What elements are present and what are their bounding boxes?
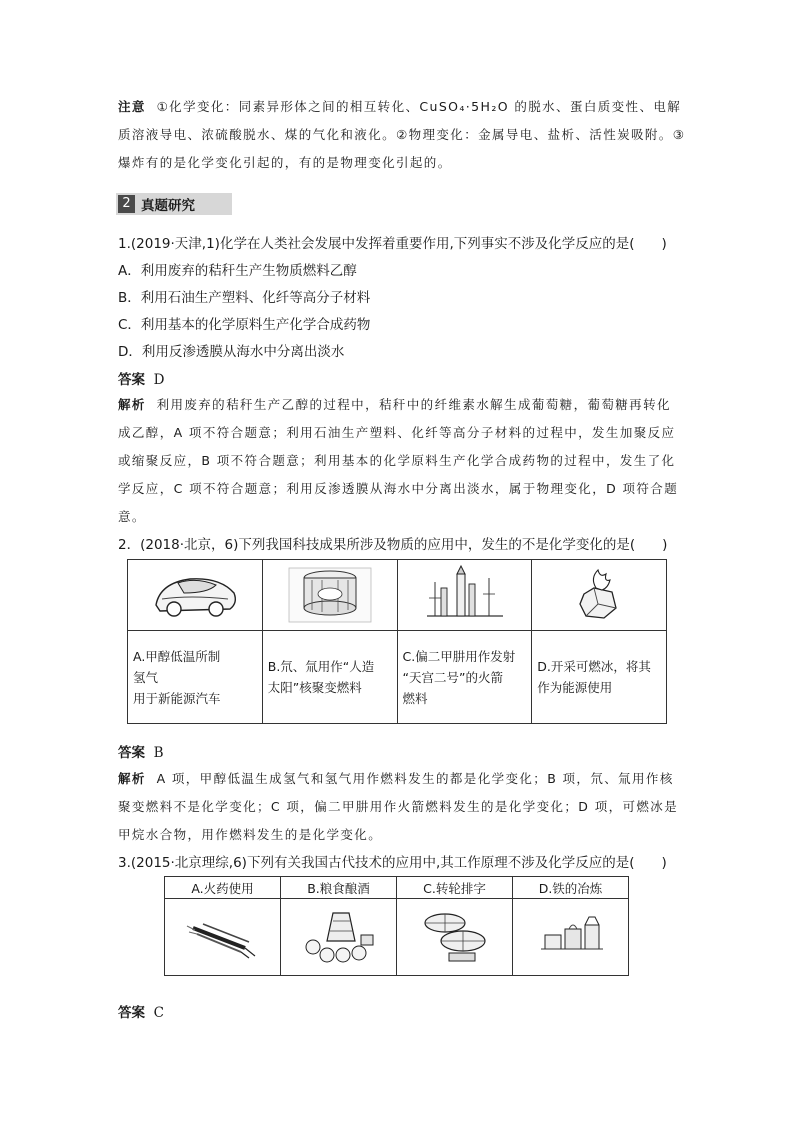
- q2-image-rocket: [397, 560, 532, 631]
- q1-analysis-line-5: 意。: [118, 509, 146, 524]
- tokamak-illustration: [285, 564, 375, 626]
- q2-image-tokamak: [262, 560, 397, 631]
- iron-smelting-illustration: [531, 907, 611, 967]
- q2-caption-a-line-1: A.甲醇低温所制: [133, 648, 221, 664]
- q3-header-c: C.转轮排字: [397, 877, 513, 899]
- gunpowder-rocket-illustration: [183, 912, 263, 962]
- q3-header-a: A.火药使用: [165, 877, 281, 899]
- car-illustration: [150, 569, 240, 621]
- q2-caption-c: [397, 631, 532, 724]
- q2-caption-d: [532, 631, 667, 724]
- section-title: 真题研究: [141, 198, 195, 214]
- rotary-typesetting-illustration: [415, 907, 495, 967]
- q2-caption-b: [262, 631, 397, 724]
- q2-caption-a-line-3: 用于新能源汽车: [133, 690, 221, 706]
- q2-caption-b-line-2: 太阳”核聚变燃料: [267, 680, 362, 695]
- q1-answer-label: 答案: [118, 372, 145, 388]
- q2-answer: [118, 741, 164, 761]
- q1-option-d: D．利用反渗透膜从海水中分离出淡水: [118, 344, 345, 360]
- q1-option-a: A．利用废弃的秸秆生产生物质燃料乙醇: [118, 263, 357, 279]
- q2-analysis-text-1: A 项，甲醇低温生成氢气和氢气用作燃料发生的都是化学变化；B 项，氘、氚用作核: [156, 771, 674, 786]
- q2-analysis-label: 解析: [118, 771, 146, 786]
- q2-analysis-line-2: 聚变燃料不是化学变化；C 项，偏二甲肼用作火箭燃料发生的是化学变化；D 项，可燃冰是: [118, 799, 679, 814]
- q2-caption-a: [128, 631, 263, 724]
- section-number: 2: [118, 195, 135, 213]
- q1-analysis-text-1: 利用废弃的秸秆生产乙醇的过程中，秸秆中的纤维素水解生成葡萄糖，葡萄糖再转化: [156, 397, 671, 412]
- rocket-launch-illustration: [419, 564, 509, 626]
- q2-caption-c-line-3: 燃料: [402, 690, 428, 706]
- q2-analysis-line-3: 甲烷水合物，用作燃料发生的是化学变化。: [118, 827, 383, 842]
- q1-answer-value: D: [153, 372, 165, 388]
- q3-answer: [118, 1001, 164, 1021]
- q2-stem: 2．(2018·北京，6)下列我国科技成果所涉及物质的应用中，发生的不是化学变化的是( ): [118, 537, 668, 553]
- q2-table: [127, 559, 667, 724]
- q1-analysis-line-3: 或缩聚反应，B 项不符合题意；利用基本的化学原料生产化学合成药物的过程中，发生了化: [118, 453, 676, 468]
- q3-image-smelting: [513, 899, 629, 976]
- q3-answer-label: 答案: [118, 1005, 145, 1021]
- q3-image-typesetting: [397, 899, 513, 976]
- q2-caption-a-line-2: 氢气: [133, 669, 159, 685]
- q3-table: [164, 876, 629, 976]
- q2-caption-b-line-1: B.氘、氚用作“人造: [267, 659, 375, 674]
- q2-answer-value: B: [153, 745, 164, 761]
- q1-option-b: B．利用石油生产塑料、化纤等高分子材料: [118, 290, 371, 306]
- note-line-1: [118, 97, 681, 115]
- q2-answer-label: 答案: [118, 745, 145, 761]
- q2-caption-d-line-2: 作为能源使用: [537, 680, 613, 695]
- q2-image-ice: [532, 560, 667, 631]
- q3-header-d: D.铁的冶炼: [513, 877, 629, 899]
- q3-header-b: B.粮食酿酒: [281, 877, 397, 899]
- q2-caption-d-line-1: D.开采可燃冰，将其: [537, 659, 651, 674]
- q1-analysis-label: 解析: [118, 397, 146, 412]
- q1-analysis-line-4: 学反应，C 项不符合题意；利用反渗透膜从海水中分离出淡水，属于物理变化，D 项符合题: [118, 481, 679, 496]
- wine-brewing-illustration: [299, 907, 379, 967]
- section-header: [116, 193, 232, 215]
- q3-image-brewing: [281, 899, 397, 976]
- q1-stem: 1.(2019·天津,1)化学在人类社会发展中发挥着重要作用,下列事实不涉及化学反应的是( ): [118, 236, 667, 252]
- q1-analysis-line-2: 成乙醇，A 项不符合题意；利用石油生产塑料、化纤等高分子材料的过程中，发生加聚反应: [118, 425, 676, 440]
- note-line-2: 质溶液导电、浓硫酸脱水、煤的气化和液化。②物理变化：金属导电、盐析、活性炭吸附。③: [118, 127, 686, 142]
- q2-caption-c-line-1: C.偏二甲肼用作发射: [402, 648, 516, 664]
- note-label: 注意: [118, 99, 146, 114]
- note-line-3: 爆炸有的是化学变化引起的，有的是物理变化引起的。: [118, 155, 452, 170]
- q3-answer-value: C: [153, 1005, 164, 1021]
- q2-caption-c-line-2: “天宫二号”的火箭: [402, 669, 503, 685]
- q3-image-gunpowder: [165, 899, 281, 976]
- note-text-1: ①化学变化：同素异形体之间的相互转化、CuSO₄·5H₂O 的脱水、蛋白质变性、电解: [156, 99, 682, 114]
- q1-option-c: C．利用基本的化学原料生产化学合成药物: [118, 317, 371, 333]
- q1-analysis-line-1: [118, 395, 671, 413]
- q2-analysis-line-1: [118, 769, 674, 787]
- q3-stem: 3.(2015·北京理综,6)下列有关我国古代技术的应用中,其工作原理不涉及化学反应的是( ): [118, 855, 667, 871]
- burning-ice-illustration: [554, 564, 644, 626]
- q2-image-car: [128, 560, 263, 631]
- q1-answer: [118, 368, 164, 388]
